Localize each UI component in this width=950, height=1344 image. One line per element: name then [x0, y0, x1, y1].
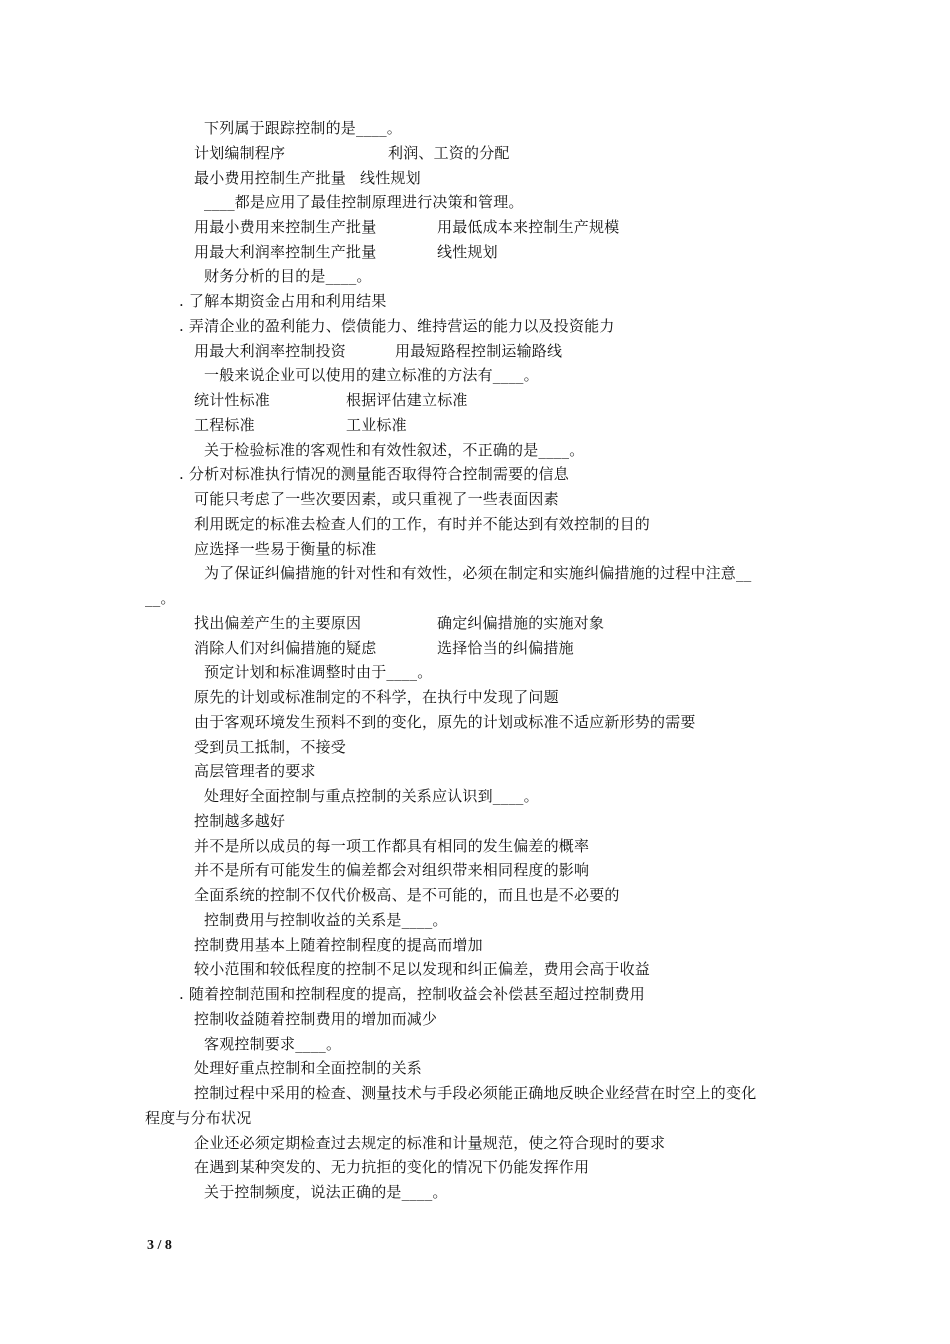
line-text: 用最小费用来控制生产批量: [194, 218, 377, 236]
line-option-second: 利润、工资的分配: [388, 144, 510, 162]
line-text: 在遇到某种突发的、无力抗拒的变化的情况下仍能发挥作用: [194, 1158, 590, 1176]
line-option-second: 用最短路程控制运输路线: [395, 342, 563, 360]
line-text: 程度与分布状况: [145, 1109, 252, 1127]
text-line: [204, 910, 448, 930]
line-text: 用最大利润率控制投资: [194, 342, 347, 360]
line-text: 统计性标准: [194, 391, 271, 409]
text-line: [194, 1083, 756, 1103]
line-text: 控制收益随着控制费用的增加而减少: [194, 1010, 438, 1028]
line-text: 最小费用控制生产批量: [194, 169, 347, 187]
line-text: 并不是所以成员的每一项工作都具有相同的发生偏差的概率: [194, 837, 590, 855]
text-line: [194, 638, 574, 658]
text-line: [194, 811, 285, 831]
text-line: [194, 390, 468, 410]
text-line: [204, 662, 432, 682]
line-text: 较小范围和较低程度的控制不足以发现和纠正偏差，费用会高于收益: [194, 960, 651, 978]
line-text: 客观控制要求____。: [204, 1035, 342, 1053]
text-line: [204, 266, 372, 286]
text-line: [204, 192, 524, 212]
line-option-second: 选择恰当的纠偏措施: [437, 639, 574, 657]
line-text: 企业还必须定期检查过去规定的标准和计量规范，使之符合现时的要求: [194, 1134, 666, 1152]
text-line: [204, 563, 751, 583]
line-text: 工程标准: [194, 416, 255, 434]
text-line: [194, 761, 316, 781]
line-option-second: 工业标准: [346, 416, 407, 434]
line-text: 用最大利润率控制生产批量: [194, 243, 377, 261]
text-line: [194, 1009, 437, 1029]
page-number: 3 / 8: [147, 1238, 172, 1253]
line-text: 预定计划和标准调整时由于____。: [204, 663, 433, 681]
line-text: 关于检验标准的客观性和有效性叙述，不正确的是____。: [204, 441, 585, 459]
line-option-second: 确定纠偏措施的实施对象: [437, 614, 605, 632]
text-line: [204, 365, 539, 385]
text-line: [194, 143, 510, 163]
line-text: 计划编制程序: [194, 144, 286, 162]
line-text: 由于客观环境发生预料不到的变化，原先的计划或标准不适应新形势的需要: [194, 713, 696, 731]
text-line: [194, 168, 421, 188]
text-line: [204, 786, 539, 806]
line-text: 为了保证纠偏措施的针对性和有效性，必须在制定和实施纠偏措施的过程中注意__: [204, 564, 752, 582]
line-text: 处理好全面控制与重点控制的关系应认识到____。: [204, 787, 539, 805]
text-line: [194, 415, 407, 435]
line-option-second: 线性规划: [437, 243, 498, 261]
line-text: 并不是所有可能发生的偏差都会对组织带来相同程度的影响: [194, 861, 590, 879]
line-text: 处理好重点控制和全面控制的关系: [194, 1059, 423, 1077]
text-line: [194, 737, 346, 757]
text-line: [194, 885, 620, 905]
text-line: [194, 1133, 665, 1153]
text-line: [179, 984, 645, 1004]
text-line: [179, 464, 569, 484]
text-line: [194, 687, 559, 707]
text-line: [194, 836, 589, 856]
text-line: [194, 1157, 589, 1177]
line-text: 利用既定的标准去检查人们的工作，有时并不能达到有效控制的目的: [194, 515, 651, 533]
line-text: 关于控制频度，说法正确的是____。: [204, 1183, 448, 1201]
line-text: 一般来说企业可以使用的建立标准的方法有____。: [204, 366, 539, 384]
line-text: 控制费用与控制收益的关系是____。: [204, 911, 448, 929]
line-text: 消除人们对纠偏措施的疑虑: [194, 639, 377, 657]
line-option-second: 根据评估建立标准: [346, 391, 468, 409]
line-text: 控制费用基本上随着控制程度的提高而增加: [194, 936, 483, 954]
line-text: 财务分析的目的是____。: [204, 267, 372, 285]
text-line: [194, 860, 589, 880]
text-line: [194, 613, 605, 633]
text-line: [179, 316, 615, 336]
text-line: [194, 514, 650, 534]
text-line: [204, 440, 584, 460]
line-text: __。: [145, 589, 176, 607]
text-line: [194, 242, 498, 262]
line-text: 高层管理者的要求: [194, 762, 316, 780]
line-option-second: 线性规划: [360, 169, 421, 187]
line-text: . 分析对标准执行情况的测量能否取得符合控制需要的信息: [179, 465, 569, 483]
text-line: [194, 959, 650, 979]
text-line: [194, 935, 483, 955]
line-text: 受到员工抵制，不接受: [194, 738, 347, 756]
line-text: 控制过程中采用的检查、测量技术与手段必须能正确地反映企业经营在时空上的变化: [194, 1084, 757, 1102]
text-line: [194, 539, 376, 559]
line-text: . 随着控制范围和控制程度的提高，控制收益会补偿甚至超过控制费用: [179, 985, 645, 1003]
text-line: [194, 217, 620, 237]
line-text: 全面系统的控制不仅代价极高、是不可能的，而且也是不必要的: [194, 886, 620, 904]
line-text: 原先的计划或标准制定的不科学，在执行中发现了问题: [194, 688, 559, 706]
line-text: 控制越多越好: [194, 812, 286, 830]
text-line: [194, 489, 559, 509]
line-text: 可能只考虑了一些次要因素，或只重视了一些表面因素: [194, 490, 559, 508]
line-text: . 弄清企业的盈利能力、偿债能力、维持营运的能力以及投资能力: [179, 317, 615, 335]
text-line: [179, 291, 387, 311]
line-text: 应选择一些易于衡量的标准: [194, 540, 377, 558]
text-line: [204, 1034, 341, 1054]
text-line: [194, 712, 696, 732]
line-text: 下列属于跟踪控制的是____。: [204, 119, 403, 137]
text-line: [145, 1108, 251, 1128]
line-text: ____都是应用了最佳控制原理进行决策和管理。: [204, 193, 524, 211]
text-line: [145, 588, 176, 608]
text-line: [194, 341, 563, 361]
text-line: [194, 1058, 422, 1078]
line-text: . 了解本期资金占用和利用结果: [179, 292, 387, 310]
text-line: [204, 118, 402, 138]
line-option-second: 用最低成本来控制生产规模: [437, 218, 620, 236]
line-text: 找出偏差产生的主要原因: [194, 614, 362, 632]
text-line: [204, 1182, 448, 1202]
